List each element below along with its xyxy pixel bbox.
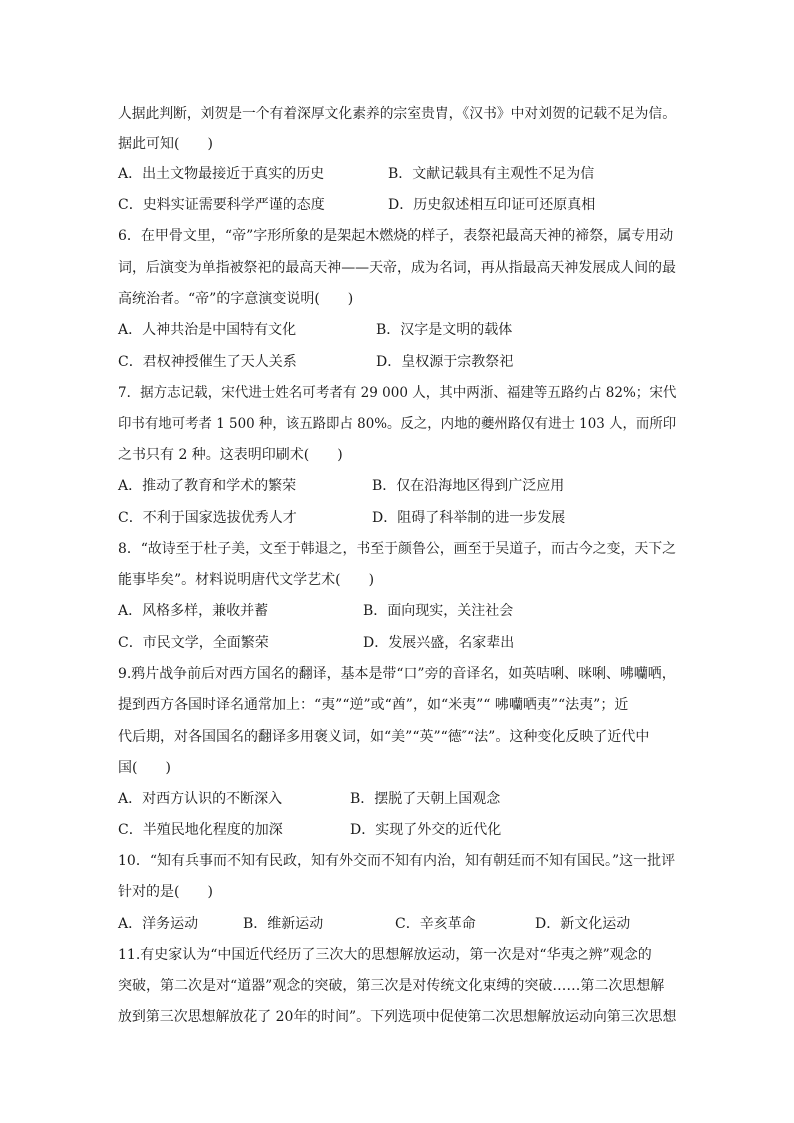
question-9-line: 代后期，对各国国名的翻译多用褒义词，如“美”“英”“德″“法”。这种变化反映了近代中 — [118, 729, 650, 745]
option-b: B．面向现实，关注社会 — [363, 603, 514, 619]
question-6-line: 6．在甲骨文里，“帝”字形所象的是架起木燃烧的样子，表祭祀最高天神的褅祭，属专用动 — [118, 228, 674, 244]
option-b: B．仅在沿海地区得到广泛应用 — [372, 478, 565, 494]
option-c: C．半殖民地化程度的加深 — [118, 822, 283, 838]
option-d: D．历史叙述相互印证可还原真相 — [388, 197, 596, 213]
question-11-line: 突破，第二次是对“道器”观念的突破，第三次是对传统文化束缚的突破……第二次思想解 — [118, 978, 665, 994]
option-c: C．市民文学，全面繁荣 — [118, 635, 269, 651]
option-c: C．史料实证需要科学严谨的态度 — [118, 197, 325, 213]
question-7-line: 之书只有 2 种。这表明印刷术( ) — [118, 447, 343, 463]
option-d: D．皇权源于宗教祭祀 — [376, 354, 514, 370]
question-10-line: 针对的是( ) — [118, 884, 213, 900]
question-6-line: 词，后演变为单指被祭祀的最高天神——天帝，成为名词，再从指最高天神发展成人间的最 — [118, 260, 676, 276]
option-b: B．维新运动 — [243, 916, 324, 932]
option-d: D．实现了外交的近代化 — [350, 822, 502, 838]
option-a: A．推动了教育和学术的繁荣 — [118, 478, 297, 494]
option-d: D．阻碍了科举制的进一步发展 — [372, 510, 566, 526]
option-d: D．新文化运动 — [535, 916, 631, 932]
option-a: A．风格多样，兼收并蓄 — [118, 603, 269, 619]
option-c: C．不利于国家选拔优秀人才 — [118, 510, 297, 526]
option-b: B．摆脱了天朝上国观念 — [350, 791, 501, 807]
option-a: A．对西方认识的不断深入 — [118, 791, 283, 807]
option-d: D．发展兴盛，名家辈出 — [363, 635, 515, 651]
option-a: A．洋务运动 — [118, 916, 199, 932]
option-b: B．文献记载具有主观性不足为信 — [388, 166, 595, 182]
option-b: B．汉字是文明的载体 — [376, 322, 513, 338]
question-6-line: 高统治者。“帝”的字意演变说明( ) — [118, 291, 354, 307]
question-7-line: 印书有地可考者 1 500 种，该五路即占 80%。反之，内地的夔州路仅有进士 103 人，而所印 — [118, 416, 677, 432]
question-11-line: 放到第三次思想解放花了 20年的时间”。下列选项中促使第二次思想解放运动向第三次思想 — [118, 1009, 677, 1025]
question-11-line: 11.有史家认为“中国近代经历了三次大的思想解放运动，第一次是对“华夷之辨”观念的 — [118, 947, 652, 963]
question-7-line: 7．据方志记载，宋代进士姓名可考者有 29 000 人，其中两浙、福建等五路约占 82%；宋代 — [118, 385, 677, 401]
option-c: C．君权神授催生了天人关系 — [118, 354, 297, 370]
question-10-line: 10．“知有兵事而不知有民政，知有外交而不知有内治，知有朝廷而不知有国民。”这一批评 — [118, 853, 676, 869]
intro-text-line: 人据此判断，刘贺是一个有着深厚文化素养的宗室贵胄，《汉书》中对刘贺的记载不足为信。 — [118, 106, 676, 122]
question-8-line: 能事毕矣”。材料说明唐代文学艺术( ) — [118, 572, 375, 588]
option-c: C．辛亥革命 — [395, 916, 476, 932]
question-9-line: 提到西方各国时译名通常加上：“夷”“逆”或“酋”，如“米夷”“ 咈囒哂夷”“法夷”；近 — [118, 697, 629, 713]
intro-question-stem: 据此可知( ) — [118, 136, 213, 152]
question-8-line: 8．“故诗至于杜子美，文至于韩退之，书至于颜鲁公，画至于吴道子，而古今之变，天下之 — [118, 541, 677, 557]
question-9-line: 9.鸦片战争前后对西方国名的翻译，基本是带“口”旁的音译名，如英咭唎、咪唎、咈囒哂， — [118, 666, 676, 682]
option-a: A．出土文物最接近于真实的历史 — [118, 166, 325, 182]
option-a: A．人神共治是中国特有文化 — [118, 322, 297, 338]
question-9-line: 国( ) — [118, 760, 171, 776]
